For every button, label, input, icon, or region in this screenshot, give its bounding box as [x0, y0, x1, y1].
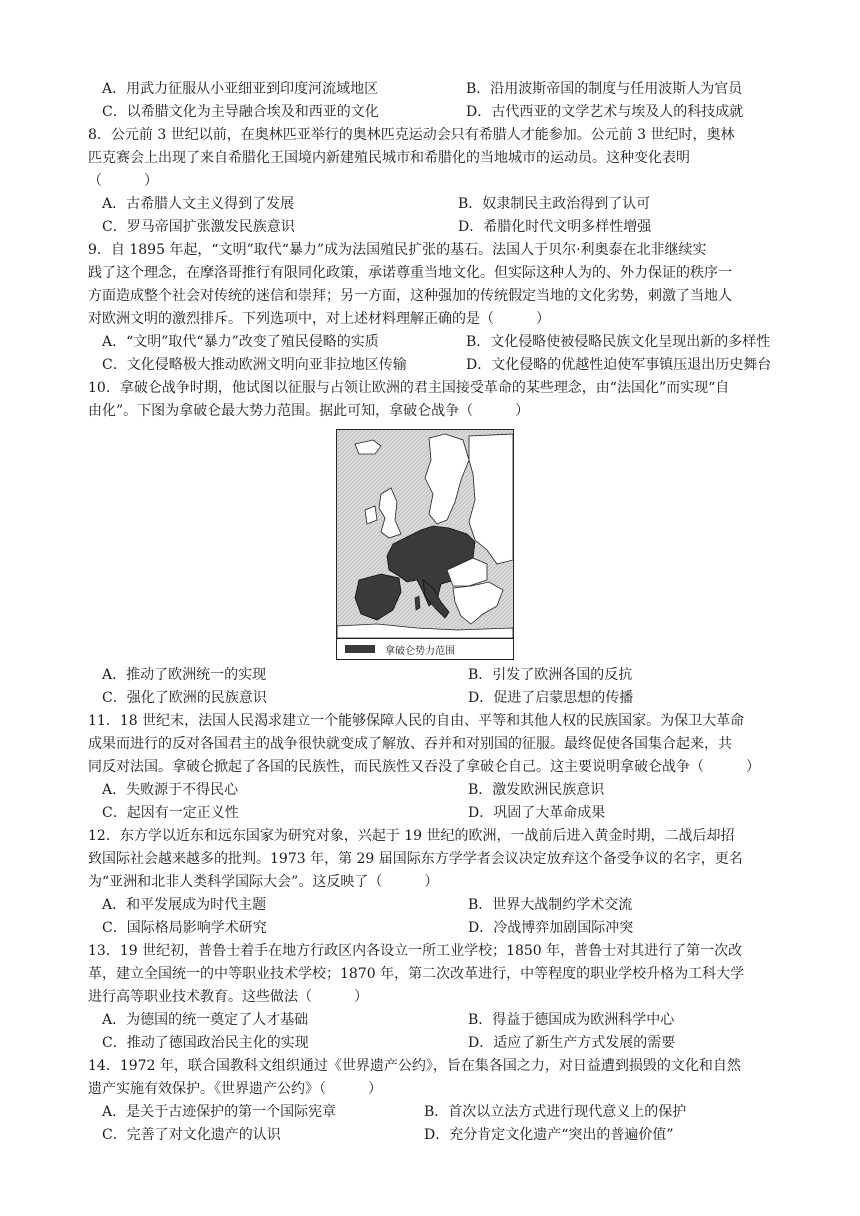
q10-stem-line-1: 10．拿破仑战争时期，他试图以征服与占领让欧洲的君主国接受革命的某些理念，由“法国化”而实现“自 [88, 380, 730, 396]
q14-stem-line-1: 14．1972 年，联合国教科文组织通过《世界遗产公约》，旨在集各国之力，对日益遭到损毁的文化和自然 [88, 1058, 741, 1074]
q9-stem-line-2: 践了这个理念，在摩洛哥推行有限同化政策，承诺尊重当地文化。但实际这种人为的、外力保证的秩序一 [88, 265, 732, 281]
q8-option-a[interactable]: A．古希腊人文主义得到了发展 [102, 196, 295, 212]
map-legend [336, 639, 514, 660]
europe-map-graphic [337, 430, 513, 638]
q12-option-b[interactable]: B．世界大战制约学术交流 [468, 897, 633, 913]
q13-option-b[interactable]: B．得益于德国成为欧洲科学中心 [468, 1012, 675, 1028]
q12-option-a[interactable]: A．和平发展成为时代主题 [102, 897, 267, 913]
q10-option-b[interactable]: B．引发了欧洲各国的反抗 [468, 667, 633, 683]
q11-option-b[interactable]: B．激发欧洲民族意识 [468, 782, 605, 798]
q12-stem-line-2: 致国际社会越来越多的批判。1973 年，第 29 届国际东方学学者会议决定放弃这个备受争议的名字，更名 [88, 851, 743, 867]
q9-stem-line-3: 方面造成整个社会对传统的迷信和崇拜；另一方面，这种强加的传统假定当地的文化劣势，刺激了当地人 [88, 288, 732, 304]
q8-stem-line-1: 8．公元前 3 世纪以前，在奥林匹亚举行的奥林匹克运动会只有希腊人才能参加。公元前 3 世纪时，奥林 [88, 127, 735, 143]
q7-option-d[interactable]: D．古代西亚的文学艺术与埃及人的科技成就 [466, 104, 744, 120]
q11-stem-line-1: 11．18 世纪末，法国人民渴求建立一个能够保障人民的自由、平等和其他人权的民族国家。为保卫大革命 [88, 713, 745, 729]
europe-map [336, 429, 514, 639]
q13-option-a[interactable]: A．为德国的统一奠定了人才基础 [102, 1012, 309, 1028]
q11-stem-line-3: 同反对法国。拿破仑掀起了各国的民族性，而民族性又吞没了拿破仑自己。这主要说明拿破仑战争（ ） [88, 759, 760, 775]
q13-stem-line-1: 13．19 世纪初，普鲁士着手在地方行政区内各设立一所工业学校；1850 年，普鲁士对其进行了第一次改 [88, 943, 743, 959]
q7-option-a[interactable]: A．用武力征服从小亚细亚到印度河流域地区 [102, 81, 379, 97]
q13-option-c[interactable]: C．推动了德国政治民主化的实现 [102, 1035, 309, 1051]
q10-option-d[interactable]: D．促进了启蒙思想的传播 [468, 690, 634, 706]
q13-stem-line-3: 进行高等职业技术教育。这些做法（ ） [88, 989, 368, 1005]
q12-stem-line-3: 为“亚洲和北非人类科学国际大会”。这反映了（ ） [88, 874, 439, 890]
q13-options-row-2 [88, 1032, 788, 1055]
q7-option-c[interactable]: C．以希腊文化为主导融合埃及和西亚的文化 [102, 104, 379, 120]
q7-options-row-1 [88, 78, 788, 101]
q12-options-row-2 [88, 917, 788, 940]
q8-option-d[interactable]: D．希腊化时代文明多样性增强 [458, 219, 652, 235]
q12-options-row-1 [88, 894, 788, 917]
q10-options-row-1 [88, 664, 788, 687]
q14-stem-line-2: 遗产实施有效保护。《世界遗产公约》（ ） [88, 1081, 382, 1097]
q8-option-b[interactable]: B．奴隶制民主政治得到了认可 [458, 196, 651, 212]
q14-options-row-1 [88, 1101, 788, 1124]
q9-option-c[interactable]: C．文化侵略极大推动欧洲文明向亚非拉地区传输 [102, 357, 407, 373]
q8-stem-line-3: （ ） [88, 173, 158, 189]
q9-option-a[interactable]: A．“文明”取代“暴力”改变了殖民侵略的实质 [102, 334, 379, 350]
q14-option-d[interactable]: D．充分肯定文化遗产“突出的普遍价值” [424, 1127, 674, 1143]
q9-options-row-1 [88, 331, 788, 354]
q13-options-row-1 [88, 1009, 788, 1032]
q10-option-c[interactable]: C．强化了欧洲的民族意识 [102, 690, 267, 706]
q11-option-c[interactable]: C．起因有一定正义性 [102, 805, 239, 821]
q9-option-b[interactable]: B．文化侵略使被侵略民族文化呈现出新的多样性 [466, 334, 771, 350]
q14-option-b[interactable]: B．首次以立法方式进行现代意义上的保护 [424, 1104, 687, 1120]
q10-stem-line-2: 由化”。下图为拿破仑最大势力范围。据此可知，拿破仑战争（ ） [88, 403, 530, 419]
q7-option-b[interactable]: B．沿用波斯帝国的制度与任用波斯人为官员 [466, 81, 743, 97]
q14-option-a[interactable]: A．是关于古迹保护的第一个国际宪章 [102, 1104, 337, 1120]
q9-stem-line-1: 9．自 1895 年起，“文明”取代“暴力”成为法国殖民扩张的基石。法国人于贝尔·利奥泰在北非继续实 [88, 242, 707, 258]
legend-swatch [345, 645, 375, 653]
q14-options-row-2 [88, 1124, 788, 1147]
q9-options-row-2 [88, 354, 788, 377]
q11-options-row-1 [88, 779, 788, 802]
q13-stem-line-2: 革，建立全国统一的中等职业技术学校；1870 年，第二次改革进行，中等程度的职业学校升格为工科大学 [88, 966, 745, 982]
exam-page [88, 78, 788, 1147]
map-caption-text: 拿破仑势力范围 [385, 645, 455, 657]
q12-stem-line-1: 12．东方学以近东和远东国家为研究对象，兴起于 19 世纪的欧洲，一战前后进入黄金时期，二战后却招 [88, 828, 735, 844]
q13-option-d[interactable]: D．适应了新生产方式发展的需要 [468, 1035, 676, 1051]
sardinia-shape [415, 596, 420, 610]
q10-options-row-2 [88, 687, 788, 710]
q11-stem-line-2: 成果而进行的反对各国君主的战争很快就变成了解放、吞并和对别国的征服。最终促使各国集合起来，共 [88, 736, 732, 752]
q12-option-c[interactable]: C．国际格局影响学术研究 [102, 920, 267, 936]
q8-options-row-2 [88, 216, 788, 239]
q7-options-row-2 [88, 101, 788, 124]
napoleon-map-figure [336, 429, 514, 660]
q9-option-d[interactable]: D．文化侵略的优越性迫使军事镇压退出历史舞台 [466, 357, 772, 373]
q8-options-row-1 [88, 193, 788, 216]
q14-option-c[interactable]: C．完善了对文化遗产的认识 [102, 1127, 281, 1143]
q11-options-row-2 [88, 802, 788, 825]
q12-option-d[interactable]: D．冷战博弈加剧国际冲突 [468, 920, 634, 936]
q11-option-a[interactable]: A．失败源于不得民心 [102, 782, 239, 798]
q10-option-a[interactable]: A．推动了欧洲统一的实现 [102, 667, 267, 683]
q8-option-c[interactable]: C．罗马帝国扩张激发民族意识 [102, 219, 295, 235]
q8-stem-line-2: 匹克赛会上出现了来自希腊化王国境内新建殖民城市和希腊化的当地城市的运动员。这种变化表明 [88, 150, 690, 166]
q11-option-d[interactable]: D．巩固了大革命成果 [468, 805, 606, 821]
q9-stem-line-4: 对欧洲文明的激烈排斥。下列选项中，对上述材料理解正确的是（ ） [88, 311, 550, 327]
